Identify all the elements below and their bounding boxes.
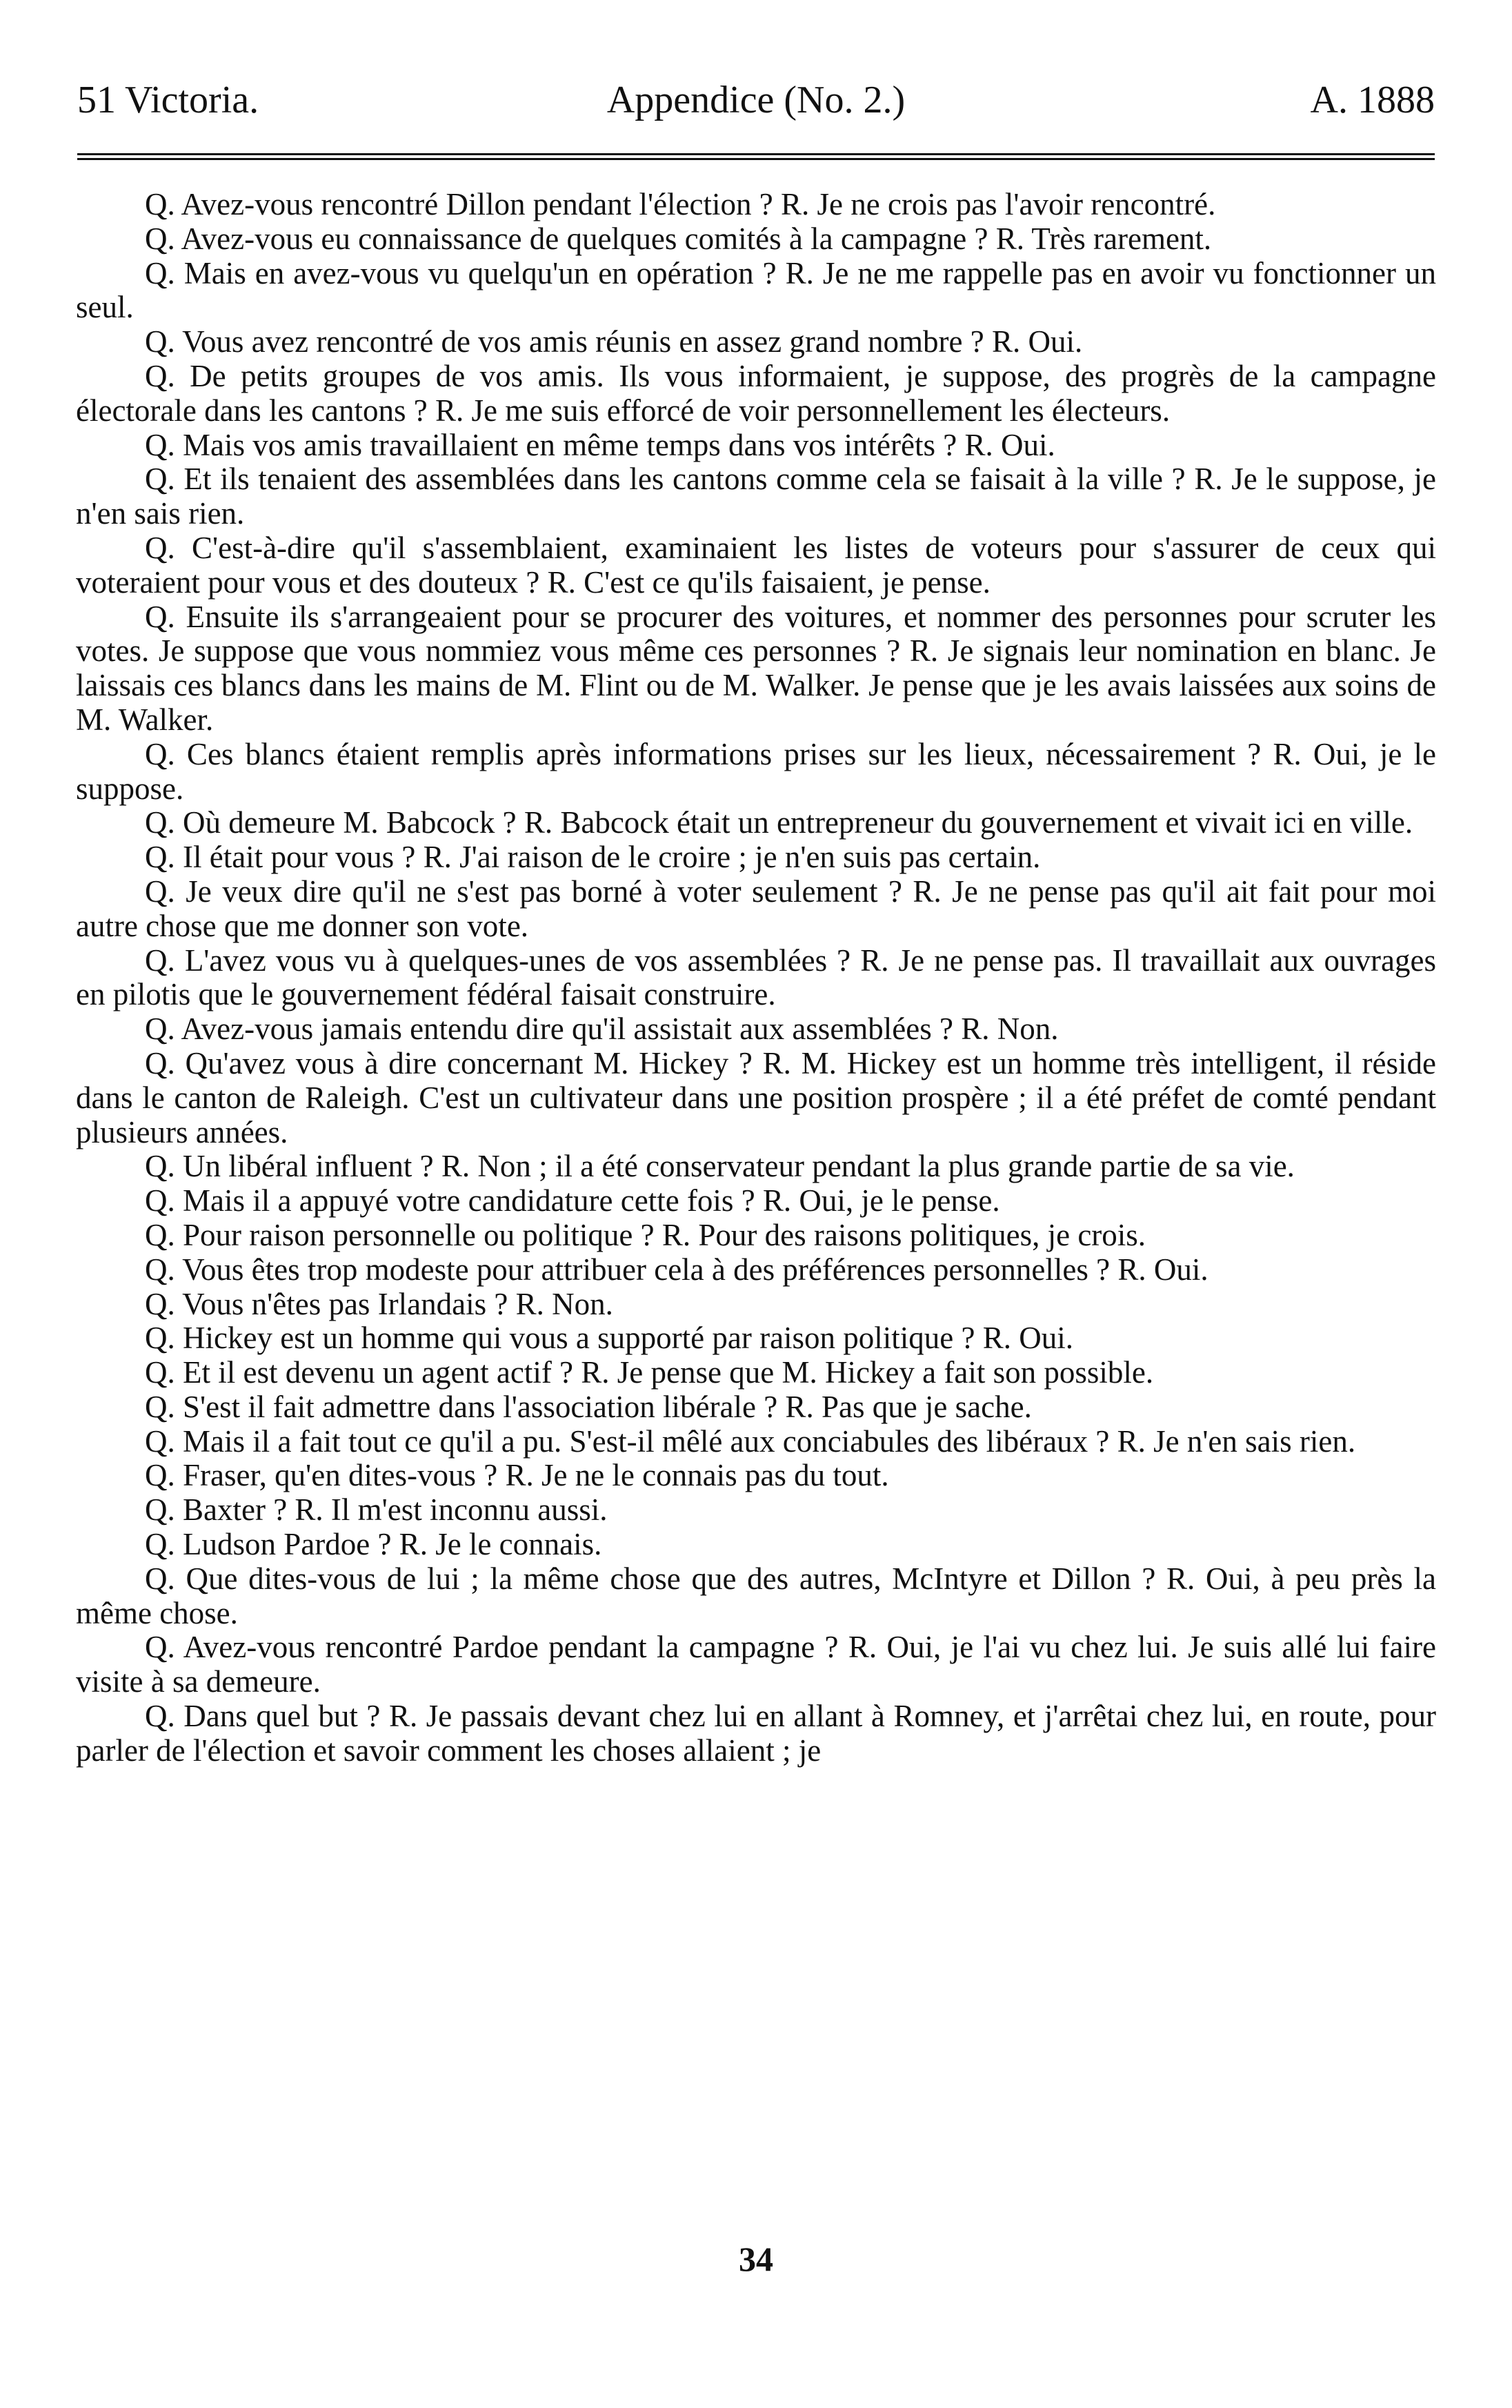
qa-paragraph: Q. Avez-vous rencontré Dillon pendant l'élection ? R. Je ne crois pas l'avoir rencontré. bbox=[145, 187, 1216, 221]
qa-paragraph: Q. Mais en avez-vous vu quelqu'un en opération ? R. Je ne me rappelle pas en avoir vu fonctionner un seul. bbox=[76, 255, 1436, 325]
qa-paragraph: Q. Et ils tenaient des assemblées dans les cantons comme cela se faisait à la ville ? R. Je le suppose, je n'en sais rien. bbox=[76, 462, 1436, 531]
qa-paragraph: Q. L'avez vous vu à quelques-unes de vos assemblées ? R. Je ne pense pas. Il travaillait aux ouvrages en pilotis que le gouvernement fédéral faisait construire. bbox=[76, 943, 1436, 1012]
header-rule-top bbox=[77, 153, 1435, 155]
qa-paragraph: Q. Dans quel but ? R. Je passais devant chez lui en allant à Romney, et j'arrêtai chez lui, en route, pour parler de l'élection et savoir comment les choses allaient ; je bbox=[76, 1699, 1436, 1768]
qa-paragraph: Q. Que dites-vous de lui ; la même chose que des autres, McIntyre et Dillon ? R. Oui, à peu près la même chose. bbox=[76, 1561, 1436, 1630]
qa-paragraph: Q. Vous avez rencontré de vos amis réunis en assez grand nombre ? R. Oui. bbox=[145, 324, 1083, 359]
qa-paragraph: Q. Ludson Pardoe ? R. Je le connais. bbox=[145, 1527, 602, 1562]
page-number: 34 bbox=[739, 2240, 773, 2278]
qa-paragraph: Q. Fraser, qu'en dites-vous ? R. Je ne le connais pas du tout. bbox=[145, 1458, 889, 1493]
qa-paragraph: Q. Avez-vous eu connaissance de quelques comités à la campagne ? R. Très rarement. bbox=[145, 221, 1212, 256]
running-header bbox=[77, 69, 1435, 131]
qa-paragraph: Q. C'est-à-dire qu'il s'assemblaient, examinaient les listes de voteurs pour s'assurer de ceux qui voteraient pour vous et des douteux ? R. C'est ce qu'ils faisaient, je pense. bbox=[76, 530, 1436, 600]
qa-paragraph: Q. Baxter ? R. Il m'est inconnu aussi. bbox=[145, 1492, 608, 1528]
qa-paragraph: Q. Avez-vous jamais entendu dire qu'il assistait aux assemblées ? R. Non. bbox=[145, 1011, 1059, 1047]
qa-paragraph: Q. Où demeure M. Babcock ? R. Babcock était un entrepreneur du gouvernement et vivait ici en ville. bbox=[145, 805, 1413, 840]
qa-paragraph: Q. Vous êtes trop modeste pour attribuer cela à des préférences personnelles ? R. Oui. bbox=[145, 1252, 1208, 1287]
qa-paragraph: Q. Mais il a appuyé votre candidature cette fois ? R. Oui, je le pense. bbox=[145, 1183, 1000, 1218]
qa-paragraph: Q. Hickey est un homme qui vous a supporté par raison politique ? R. Oui. bbox=[145, 1321, 1074, 1356]
qa-paragraph: Q. Qu'avez vous à dire concernant M. Hickey ? R. M. Hickey est un homme très intelligent, il réside dans le canton de Raleigh. C'est un cultivateur dans une position prospère ; il a été préfet de comté pendant plusieurs années. bbox=[76, 1045, 1436, 1149]
header-volume: 51 Victoria. bbox=[77, 79, 259, 121]
qa-paragraph: Q. Ces blancs étaient remplis après informations prises sur les lieux, nécessairement ? R. Oui, je le suppose. bbox=[76, 736, 1436, 806]
qa-paragraph: Q. Et il est devenu un agent actif ? R. Je pense que M. Hickey a fait son possible. bbox=[145, 1355, 1154, 1390]
qa-paragraph: Q. Ensuite ils s'arrangeaient pour se procurer des voitures, et nommer des personnes pour scruter les votes. Je suppose que vous nommiez vous même ces personnes ? R. Je signais leur nomination en blanc. Je laissais ces blancs dans les mains de M. Flint ou de M. Walker. Je pense que je les avais laissées aux soins de M. Walker. bbox=[76, 599, 1436, 737]
qa-paragraph: Q. Il était pour vous ? R. J'ai raison de le croire ; je n'en suis pas certain. bbox=[145, 840, 1041, 875]
testimony-text bbox=[76, 188, 1436, 1768]
qa-paragraph: Q. Un libéral influent ? R. Non ; il a été conservateur pendant la plus grande partie de sa vie. bbox=[145, 1149, 1295, 1184]
header-rule-bottom bbox=[77, 158, 1435, 160]
qa-paragraph: Q. Je veux dire qu'il ne s'est pas borné à voter seulement ? R. Je ne pense pas qu'il ait fait pour moi autre chose que me donner son vote. bbox=[76, 874, 1436, 943]
header-double-rule bbox=[77, 153, 1435, 161]
header-appendix: Appendice (No. 2.) bbox=[606, 79, 906, 121]
qa-paragraph: Q. Mais il a fait tout ce qu'il a pu. S'est-il mêlé aux conciabules des libéraux ? R. Je n'en sais rien. bbox=[145, 1423, 1356, 1459]
qa-paragraph: Q. Pour raison personnelle ou politique ? R. Pour des raisons politiques, je crois. bbox=[145, 1217, 1146, 1252]
qa-paragraph: Q. Vous n'êtes pas Irlandais ? R. Non. bbox=[145, 1286, 613, 1321]
qa-paragraph: Q. Mais vos amis travaillaient en même temps dans vos intérêts ? R. Oui. bbox=[145, 427, 1055, 462]
qa-paragraph: Q. S'est il fait admettre dans l'association libérale ? R. Pas que je sache. bbox=[145, 1389, 1032, 1424]
qa-paragraph: Q. Avez-vous rencontré Pardoe pendant la campagne ? R. Oui, je l'ai vu chez lui. Je suis allé lui faire visite à sa demeure. bbox=[76, 1630, 1436, 1699]
header-year: A. 1888 bbox=[1310, 79, 1435, 121]
qa-paragraph: Q. De petits groupes de vos amis. Ils vous informaient, je suppose, des progrès de la campagne électorale dans les cantons ? R. Je me suis efforcé de voir personnellement les électeurs. bbox=[76, 358, 1436, 428]
